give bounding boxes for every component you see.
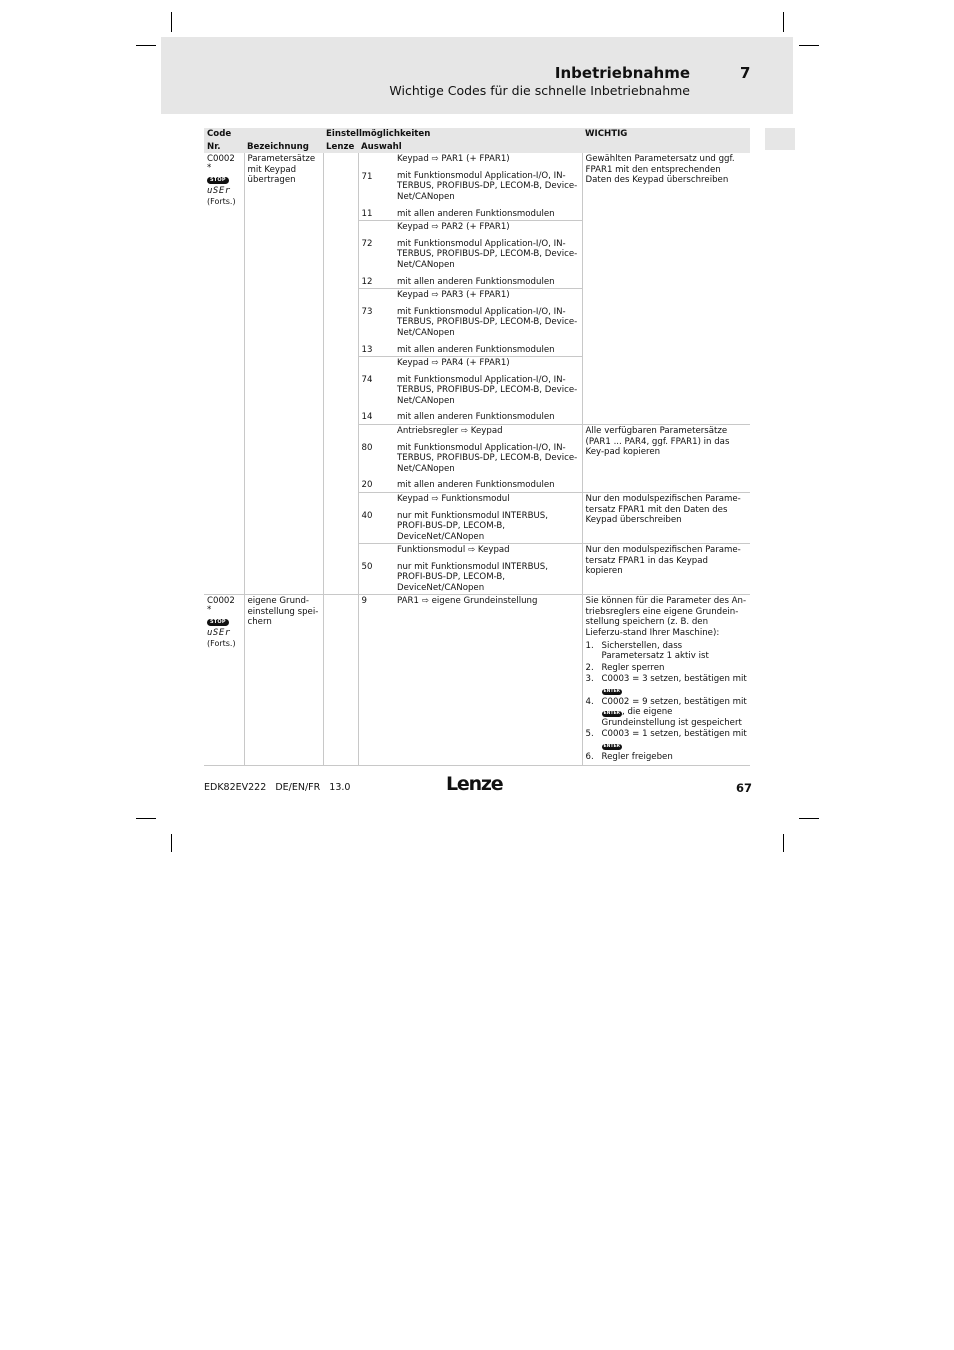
selection-text: PAR1 ⇨ eigene Grundeinstellung	[394, 595, 582, 766]
crop-mark	[171, 834, 172, 852]
crop-mark	[136, 818, 156, 819]
header-einstellmoeglichkeiten: Einstellmöglichkeiten	[323, 128, 582, 141]
group-title: Keypad ⇨ PAR3 (+ FPAR1)	[394, 289, 582, 302]
header-lenze: Lenze	[323, 141, 358, 154]
crop-mark	[783, 834, 784, 852]
group-title: Antriebsregler ⇨ Keypad	[394, 425, 582, 438]
header-auswahl: Auswahl	[358, 141, 582, 154]
note-intro: Sie können für die Parameter des An-triebsreglers eine eigene Grundein-stellung speichern (z. B. den Lieferzu-stand Ihrer Maschine):	[585, 596, 747, 639]
nr-cell	[358, 221, 394, 234]
lenze-cell-cont	[323, 543, 358, 556]
note-cell: Nur den modulspezifischen Parame-tersatz FPAR1 mit den Daten des Keypad überschreiben	[582, 493, 750, 544]
step-item: 3. C0003 = 3 setzen, bestätigen mit ENTER	[585, 674, 747, 695]
selection-text: mit allen anderen Funktionsmodulen	[397, 480, 555, 491]
header-code: Code	[204, 128, 323, 141]
selection-text: mit Funktionsmodul Application-I/O, IN-TERBUS, PROFIBUS-DP, LECOM-B, Device-Net/CANopen	[397, 170, 578, 202]
selection-number: 40	[358, 506, 394, 544]
step-item: 5. C0003 = 1 setzen, bestätigen mit ENTER	[585, 729, 747, 749]
nr-cell	[358, 493, 394, 506]
table-row	[204, 153, 750, 166]
code-star: *	[207, 162, 212, 173]
display-user: uSEr	[207, 628, 231, 639]
crop-mark	[136, 45, 156, 46]
note-cell	[582, 595, 750, 766]
doc-id: EDK82EV222 DE/EN/FR 13.0	[204, 782, 351, 793]
header-wichtig: WICHTIG	[582, 128, 750, 153]
lenze-cell-cont	[323, 557, 358, 595]
header-nr: Nr.	[204, 141, 244, 154]
forts-label: (Forts.)	[207, 196, 236, 206]
lenze-cell	[323, 595, 358, 766]
side-tab	[765, 128, 795, 150]
selection-text: mit Funktionsmodul Application-I/O, IN-TERBUS, PROFIBUS-DP, LECOM-B, Device-Net/CANopen	[397, 442, 578, 474]
codes-table	[204, 128, 750, 766]
selection-number: 20	[358, 475, 394, 492]
group-title: Funktionsmodul ⇨ Keypad	[394, 543, 582, 556]
selection-text: mit allen anderen Funktionsmodulen	[397, 344, 555, 355]
enter-key-icon: ENTER	[603, 744, 620, 749]
selection-text: mit allen anderen Funktionsmodulen	[397, 412, 555, 423]
group-title: Keypad ⇨ PAR2 (+ FPAR1)	[394, 221, 582, 234]
step-item: 6. Regler freigeben	[585, 751, 673, 762]
table-header-row	[204, 128, 750, 141]
chapter-title: Inbetriebnahme	[554, 64, 690, 82]
selection-number: 13	[358, 340, 394, 357]
selection-number: 74	[358, 370, 394, 408]
header-bezeichnung: Bezeichnung	[244, 141, 323, 154]
group-title: Keypad ⇨ PAR4 (+ FPAR1)	[394, 357, 582, 370]
steps-list	[586, 641, 748, 763]
crop-mark	[171, 12, 172, 32]
bezeichnung-cell: Parametersätze mit Keypad übertragen	[244, 153, 323, 543]
code-cell-cont	[204, 543, 244, 556]
table-row	[204, 595, 750, 766]
note-cell: Alle verfügbaren Parametersätze (PAR1 ... PAR4, ggf. FPAR1) in das Key-pad kopieren	[582, 425, 750, 493]
code-cell	[204, 595, 244, 766]
selection-number: 11	[358, 204, 394, 221]
nr-cell	[358, 357, 394, 370]
selection-text: mit allen anderen Funktionsmodulen	[397, 208, 555, 219]
enter-key-icon: ENTER	[603, 689, 620, 695]
selection-text: nur mit Funktionsmodul INTERBUS, PROFI-BUS-DP, LECOM-B, DeviceNet/CANopen	[397, 510, 548, 542]
display-user: uSEr	[207, 186, 231, 197]
crop-mark	[783, 12, 784, 32]
selection-text: nur mit Funktionsmodul INTERBUS, PROFI-BUS-DP, LECOM-B, DeviceNet/CANopen	[397, 561, 548, 593]
crop-mark	[799, 818, 819, 819]
stop-key-icon: STOP	[207, 619, 229, 626]
selection-number: 50	[358, 557, 394, 595]
table-row	[204, 543, 750, 556]
bezeichnung-cell-cont	[244, 543, 323, 556]
note-cell: Nur den modulspezifischen Parame-tersatz FPAR1 in das Keypad kopieren	[582, 543, 750, 594]
lenze-logo: Lenze	[446, 773, 503, 795]
code-cell	[204, 153, 244, 543]
note-cell: Gewählten Parametersatz und ggf. FPAR1 mit den entsprechenden Daten des Keypad überschreiben	[582, 153, 750, 424]
selection-number: 12	[358, 272, 394, 289]
header-band	[161, 37, 793, 114]
nr-cell	[358, 289, 394, 302]
selection-number: 9	[358, 595, 394, 766]
stop-key-icon: STOP	[207, 177, 229, 184]
nr-cell	[358, 543, 394, 556]
page-number: 67	[736, 781, 753, 795]
selection-number: 72	[358, 234, 394, 272]
nr-cell	[358, 153, 394, 166]
lenze-cell	[323, 153, 358, 543]
selection-number: 73	[358, 302, 394, 340]
bezeichnung-cell-cont	[244, 557, 323, 595]
code-number: C0002	[207, 154, 235, 165]
crop-mark	[799, 45, 819, 46]
chapter-subtitle: Wichtige Codes für die schnelle Inbetriebnahme	[389, 83, 690, 98]
selection-number: 80	[358, 438, 394, 476]
step-item: 2. Regler sperren	[585, 662, 665, 673]
chapter-number: 7	[740, 64, 751, 82]
selection-number: 14	[358, 407, 394, 424]
enter-key-icon: ENTER	[603, 711, 620, 717]
selection-text: mit Funktionsmodul Application-I/O, IN-TERBUS, PROFIBUS-DP, LECOM-B, Device-Net/CANopen	[397, 374, 578, 406]
selection-text: mit allen anderen Funktionsmodulen	[397, 276, 555, 287]
code-star: *	[207, 604, 212, 615]
forts-label: (Forts.)	[207, 639, 236, 649]
selection-text: mit Funktionsmodul Application-I/O, IN-TERBUS, PROFIBUS-DP, LECOM-B, Device-Net/CANopen	[397, 238, 578, 270]
step-item: 1. Sicherstellen, dass Parametersatz 1 aktiv ist	[585, 640, 709, 662]
code-number: C0002	[207, 596, 235, 607]
selection-text: mit Funktionsmodul Application-I/O, IN-TERBUS, PROFIBUS-DP, LECOM-B, Device-Net/CANopen	[397, 306, 578, 338]
selection-number: 71	[358, 166, 394, 204]
nr-cell	[358, 425, 394, 438]
group-title: Keypad ⇨ PAR1 (+ FPAR1)	[397, 154, 510, 165]
step-item: 4. C0002 = 9 setzen, bestätigen mit ENTER , die eigene Grundeinstellung ist gespeichert	[585, 696, 747, 728]
group-title: Keypad ⇨ Funktionsmodul	[394, 493, 582, 506]
bezeichnung-cell: eigene Grund-einstellung spei-chern	[244, 595, 323, 766]
code-cell-cont	[204, 557, 244, 595]
